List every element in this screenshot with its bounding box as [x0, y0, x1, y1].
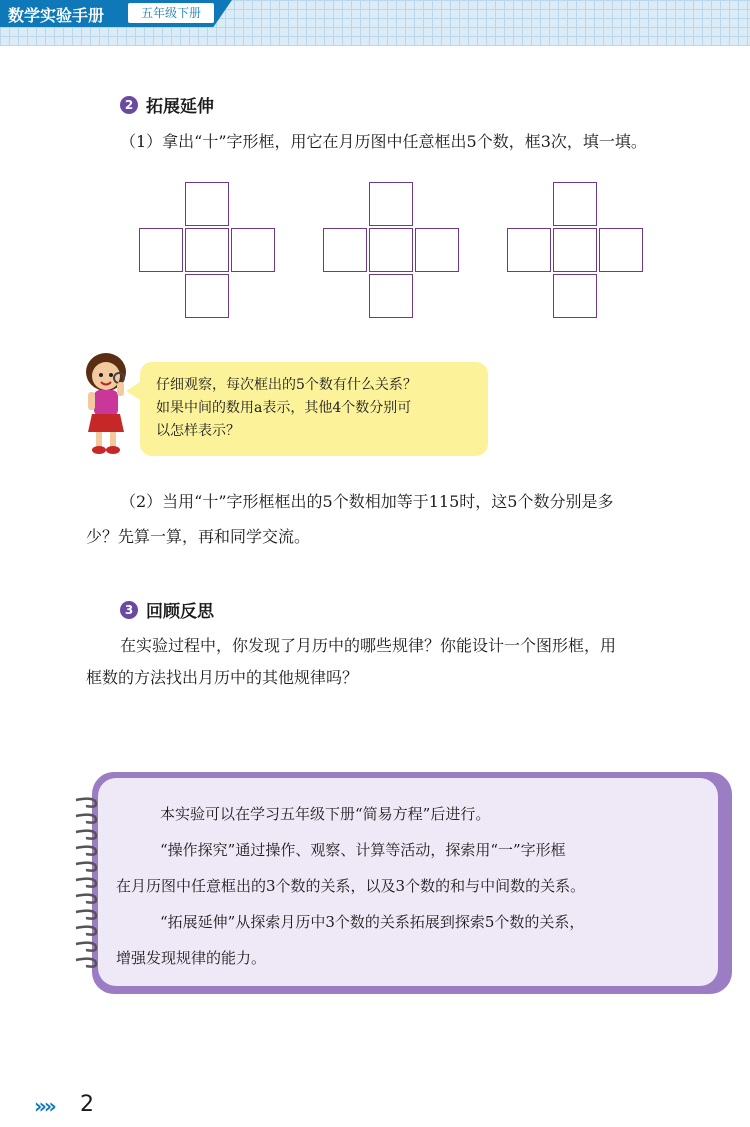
book-title: 数学实验手册 [8, 6, 105, 25]
cross-cell-left [139, 228, 183, 272]
note-paragraph-3-line1: “拓展延伸”从探索月历中3个数的关系拓展到探索5个数的关系， [160, 913, 585, 931]
cross-cell-top [185, 182, 229, 226]
cross-frame-3 [507, 182, 645, 320]
cross-cell-left [507, 228, 551, 272]
question-2-line2: 少？先算一算，再和同学交流。 [86, 527, 311, 546]
cross-cell-top [369, 182, 413, 226]
cross-cell-center [185, 228, 229, 272]
spiral-binding-icon [72, 794, 100, 974]
cross-cell-center [553, 228, 597, 272]
section-3-heading [120, 597, 214, 622]
girl-illustration [74, 350, 138, 458]
cross-cell-bottom [553, 274, 597, 318]
cross-cell-bottom [185, 274, 229, 318]
cross-cell-bottom [369, 274, 413, 318]
section-title: 回顾反思 [146, 602, 214, 622]
cross-cell-top [553, 182, 597, 226]
cross-cell-center [369, 228, 413, 272]
hint-line: 如果中间的数用a表示，其他4个数分别可 [156, 400, 412, 416]
note-paragraph-2-line2: 在月历图中任意框出的3个数的关系，以及3个数的和与中间数的关系。 [116, 877, 586, 895]
page-arrows-icon: »» [34, 1094, 54, 1118]
question-2-line1: （2）当用“十”字形框框出的5个数相加等于115时，这5个数分别是多 [120, 492, 614, 511]
section-number-badge: 3 [120, 601, 138, 619]
cross-frame-2 [323, 182, 461, 320]
note-paragraph-2-line1: “操作探究”通过操作、观察、计算等活动，探索用“一”字形框 [160, 841, 566, 859]
section-title: 拓展延伸 [146, 97, 214, 117]
section-number-badge: 2 [120, 96, 138, 114]
note-paragraph-3-line2: 增强发现规律的能力。 [116, 949, 267, 967]
hint-line: 以怎样表示？ [156, 423, 240, 439]
section-2-heading [120, 92, 214, 117]
hint-bubble [140, 362, 488, 456]
question-1: （1）拿出“十”字形框，用它在月历图中任意框出5个数，框3次，填一填。 [120, 132, 647, 151]
grade-label: 五年级下册 [128, 3, 214, 23]
teacher-note [98, 778, 718, 986]
hint-line: 仔细观察，每次框出的5个数有什么关系？ [156, 377, 417, 393]
cross-cell-right [231, 228, 275, 272]
cross-cell-right [415, 228, 459, 272]
cross-frame-1 [139, 182, 277, 320]
reflection-line1: 在实验过程中，你发现了月历中的哪些规律？你能设计一个图形框，用 [120, 636, 617, 655]
page-number: 2 [80, 1092, 94, 1117]
cross-cell-left [323, 228, 367, 272]
note-paragraph-1: 本实验可以在学习五年级下册“简易方程”后进行。 [160, 805, 491, 823]
reflection-line2: 框数的方法找出月历中的其他规律吗？ [86, 668, 359, 687]
cross-cell-right [599, 228, 643, 272]
